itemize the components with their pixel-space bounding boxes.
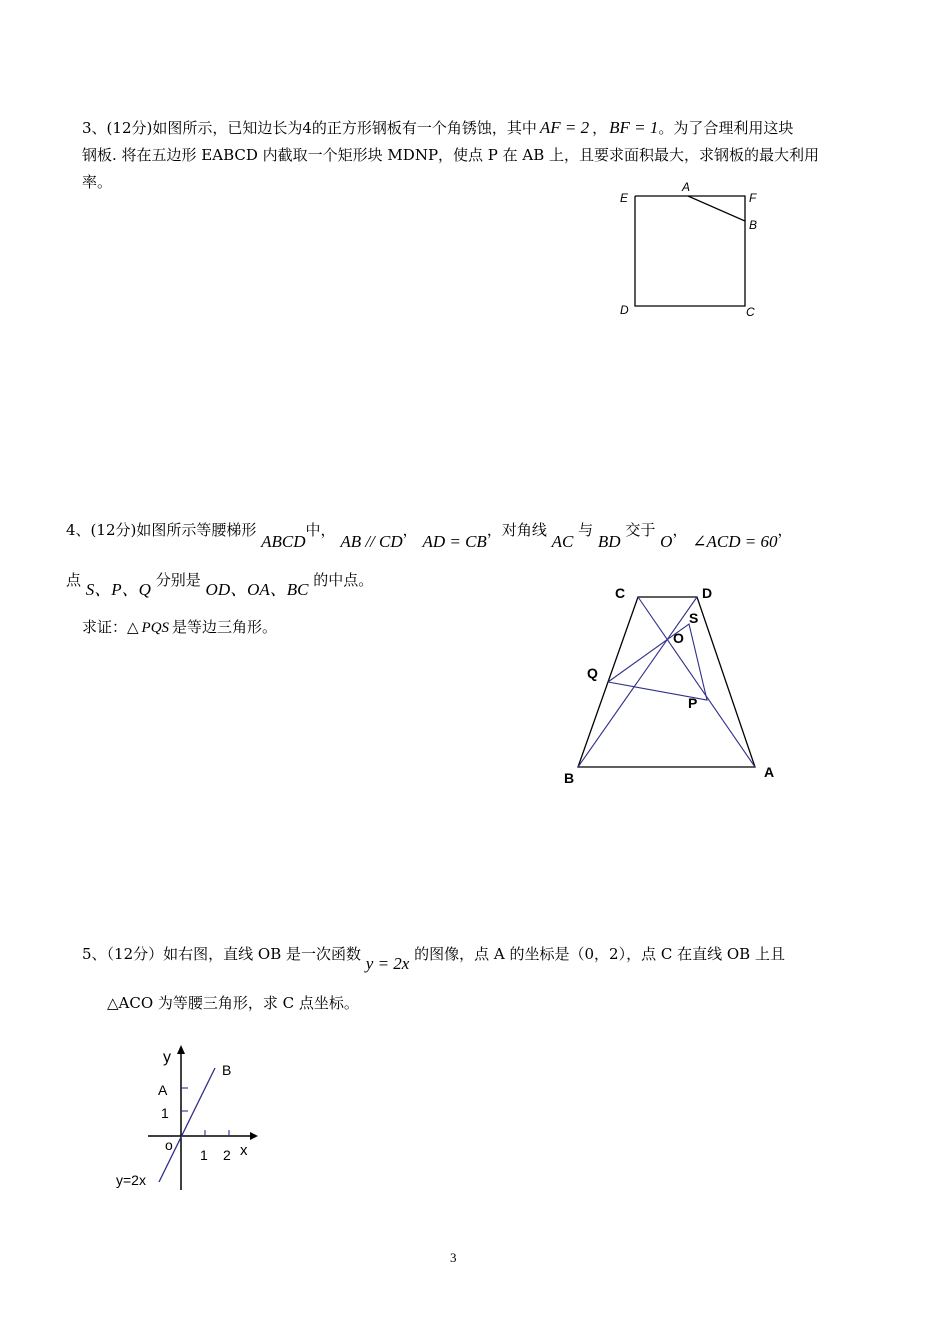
q4-label-q: Q bbox=[587, 665, 598, 681]
q5-label-y: y bbox=[163, 1049, 171, 1066]
q3-line3: 率。 bbox=[82, 173, 113, 191]
q4-e: ， bbox=[402, 521, 418, 539]
q4-math-o: O bbox=[660, 532, 673, 551]
q4-math-ad-cb: AD = CB bbox=[422, 532, 487, 551]
q5-label-o: o bbox=[165, 1137, 173, 1153]
q5-label-1: 1 bbox=[161, 1105, 169, 1121]
q4-label-b: B bbox=[564, 770, 575, 786]
q4-math-ab-cd: AB // CD bbox=[340, 532, 403, 551]
q4-math-bd: BD bbox=[597, 532, 621, 551]
q5-line2: △ACO 为等腰三角形，求 C 点坐标。 bbox=[107, 994, 359, 1012]
q4-math-angle: ∠ACD = 60 bbox=[692, 532, 778, 551]
q4-m: ， bbox=[672, 521, 688, 539]
q5-c: 的图像，点 A 的坐标是（0，2），点 C 在直线 OB 上且 bbox=[414, 945, 785, 963]
q5-a: 5、（12分）如右图，直线 OB 是一次函数 bbox=[82, 945, 361, 963]
page-number: 3 bbox=[450, 1250, 457, 1265]
q4-math-abcd: ABCD bbox=[261, 532, 306, 551]
q4-trapezoid bbox=[578, 597, 755, 767]
q3-label-f: F bbox=[749, 191, 757, 205]
q5-label-eq: y=2x bbox=[116, 1172, 146, 1188]
q4-i: 与 bbox=[578, 521, 594, 539]
q5-label-b: B bbox=[222, 1062, 232, 1078]
q3-line1-b: 。为了合理利用这块 bbox=[658, 119, 794, 137]
q4-p: 点 bbox=[66, 571, 82, 589]
q3-line1: 3、(12分)如图所示，已知边长为4的正方形钢板有一个角锈蚀，其中 AF = 2 ， BF = 1。为了合理利用这块 bbox=[82, 118, 794, 137]
q3-label-c: C bbox=[746, 305, 755, 319]
q4-diagonal-bd bbox=[578, 597, 697, 767]
q5-line1 bbox=[82, 944, 785, 978]
q3-figure bbox=[610, 178, 770, 323]
q4-label-c: C bbox=[615, 585, 626, 601]
q5-x-arrow bbox=[250, 1132, 258, 1140]
q5-line-ob bbox=[159, 1068, 215, 1182]
q3-label-d: D bbox=[620, 303, 629, 317]
q4-label-s: S bbox=[689, 610, 699, 626]
q3-label-a: A bbox=[682, 180, 691, 194]
q5-label-x2: 2 bbox=[223, 1147, 231, 1163]
q3-math-bf: BF = 1 bbox=[609, 118, 659, 137]
q3-math-af: AF = 2 bbox=[539, 118, 590, 137]
q4-math-pqs: PQS bbox=[141, 620, 170, 636]
q3-line2: 钢板. 将在五边形 EABCD 内截取一个矩形块 MDNP，使点 P 在 AB 上，且要求面积最大，求钢板的最大利用 bbox=[82, 146, 820, 164]
q5-label-x: x bbox=[240, 1142, 248, 1159]
q4-t: 的中点。 bbox=[313, 571, 374, 589]
q4-line1 bbox=[66, 520, 792, 556]
q4-math-ac: AC bbox=[551, 532, 574, 551]
q5-y-arrow bbox=[177, 1045, 185, 1054]
q5-label-a: A bbox=[158, 1082, 168, 1098]
q4-u: 求证：△ bbox=[82, 618, 139, 636]
q4-o: ， bbox=[777, 521, 793, 539]
q4-w: 是等边三角形。 bbox=[172, 618, 278, 636]
q3-line1-a: 3、(12分)如图所示，已知边长为4的正方形钢板有一个角锈蚀，其中 bbox=[82, 119, 537, 137]
q4-triangle-pqs bbox=[608, 624, 707, 700]
q4-math-segments: OD、OA、BC bbox=[205, 580, 309, 599]
q4-label-o: O bbox=[673, 630, 684, 646]
q4-label-d: D bbox=[702, 585, 713, 601]
q4-label-a: A bbox=[764, 764, 775, 780]
q4-line3 bbox=[82, 617, 277, 638]
q4-figure bbox=[555, 580, 795, 795]
q4-a: 4、(12分)如图所示等腰梯形 bbox=[66, 521, 257, 539]
q3-label-b: B bbox=[749, 218, 758, 232]
q5-math-y2x: y = 2x bbox=[365, 954, 410, 973]
q4-g: ，对角线 bbox=[486, 521, 547, 539]
q4-label-p: P bbox=[688, 695, 698, 711]
q5-label-x1: 1 bbox=[200, 1147, 208, 1163]
q5-figure bbox=[108, 1040, 268, 1200]
q3-label-e: E bbox=[620, 191, 629, 205]
q4-line2 bbox=[66, 570, 373, 606]
q4-k: 交于 bbox=[625, 521, 656, 539]
q4-math-spq: S、P、Q bbox=[85, 580, 151, 599]
q4-c: 中， bbox=[305, 521, 336, 539]
q4-r: 分别是 bbox=[155, 571, 201, 589]
q3-pentagon bbox=[635, 196, 745, 306]
